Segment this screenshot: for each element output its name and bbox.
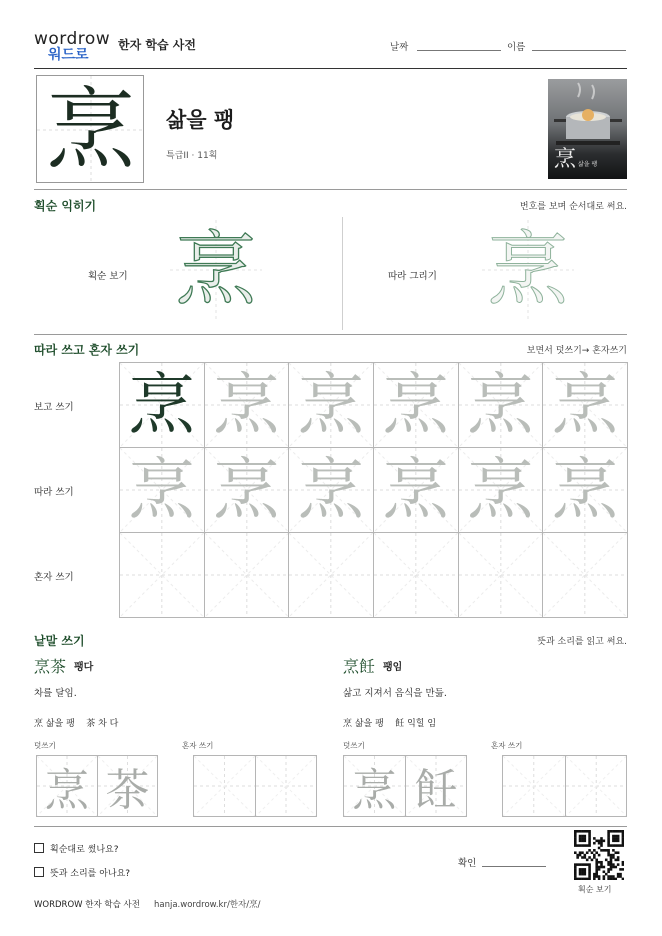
practice-character: 烹: [552, 451, 619, 528]
word-writing-cell[interactable]: [255, 755, 317, 817]
practice-cell[interactable]: [204, 532, 290, 618]
photo-caption-char: 烹: [554, 147, 577, 172]
practice-cell[interactable]: [458, 532, 544, 618]
hero-divider: [34, 189, 627, 190]
practice-cell[interactable]: [542, 532, 628, 618]
practice-character: 烹: [298, 451, 365, 528]
word-1-parts: 烹 삶을 팽 茶 차 다: [34, 719, 119, 729]
practice-character: 烹: [128, 451, 195, 528]
stroke-trace-character: 烹: [488, 223, 568, 316]
practice-character: 烹: [213, 451, 280, 528]
stroke-section-title: 획순 익히기: [34, 199, 97, 213]
practice-character: 烹: [467, 366, 534, 443]
practice-cell[interactable]: [542, 362, 628, 448]
word-1-solo-cells[interactable]: [193, 755, 317, 817]
word-section-note: 뜻과 소리를 읽고 써요.: [537, 637, 627, 647]
practice-cell[interactable]: [542, 447, 628, 533]
date-label: 날짜: [390, 42, 409, 53]
word-writing-cell[interactable]: [36, 755, 98, 817]
row-label-solo: 혼자 쓰기: [34, 572, 74, 583]
stroke-section-note: 번호를 보며 순서대로 써요.: [519, 202, 627, 212]
practice-character: 烹: [213, 366, 280, 443]
logo-top-text: wordrow: [34, 29, 111, 49]
practice-cell[interactable]: [288, 362, 374, 448]
practice-cell[interactable]: [458, 362, 544, 448]
hero-character-box: [36, 75, 144, 183]
word-1-hanja: 烹茶: [34, 657, 67, 676]
stroke-divider: [34, 334, 627, 335]
stroke-view-label: 획순 보기: [88, 271, 128, 282]
word-1-reading: 팽다: [74, 662, 94, 673]
practice-character: 烹: [382, 451, 449, 528]
practice-grid: [119, 362, 627, 617]
qr-code[interactable]: [574, 830, 624, 880]
practice-section-title: 따라 쓰고 혼자 쓰기: [34, 343, 140, 357]
word-writing-cell[interactable]: [343, 755, 406, 817]
word-divider: [34, 826, 627, 827]
practice-section-note: 보면서 덧쓰기→ 혼자쓰기: [526, 346, 627, 356]
checkbox-2[interactable]: [34, 867, 44, 877]
practice-cell[interactable]: [119, 362, 205, 448]
logo-bottom-text: 워드로: [48, 47, 89, 63]
practice-cell[interactable]: [119, 447, 205, 533]
word-2-solo-label: 혼자 쓰기: [491, 741, 523, 750]
stroke-vertical-divider: [342, 217, 343, 330]
practice-character: 烹: [382, 366, 449, 443]
header-title: 한자 학습 사전: [118, 38, 196, 52]
row-label-trace: 따라 쓰기: [34, 487, 74, 498]
row-label-view: 보고 쓰기: [34, 402, 74, 413]
word-2-trace-label: 덧쓰기: [343, 741, 365, 750]
word-section-title: 낱말 쓰기: [34, 634, 85, 648]
checklist-2-text: 뜻과 소리를 아나요?: [50, 869, 131, 879]
word-writing-cell[interactable]: [502, 755, 566, 817]
stroke-trace-label: 따라 그리기: [388, 271, 437, 282]
word-2-solo-cells[interactable]: [502, 755, 627, 817]
logo: [34, 30, 114, 66]
hero-grade-info: 특급II · 11획: [166, 151, 218, 161]
practice-character: 烹: [552, 366, 619, 443]
checklist-1-text: 획순대로 썼나요?: [50, 845, 119, 855]
name-label: 이름: [507, 42, 526, 53]
header-divider: [34, 68, 627, 69]
stroke-view-character: 烹: [176, 223, 256, 316]
practice-cell[interactable]: [288, 532, 374, 618]
stroke-view-box: [170, 220, 262, 320]
practice-cell[interactable]: [373, 447, 459, 533]
footer-brand: WORDROW 한자 학습 사전: [34, 900, 140, 910]
word-2-definition: 삶고 지져서 음식을 만듦.: [343, 688, 447, 699]
hero-photo: [548, 79, 627, 179]
word-trace-character: 茶: [105, 765, 150, 816]
checkbox-1[interactable]: [34, 843, 44, 853]
footer-url: hanja.wordrow.kr/한자/烹/: [154, 900, 261, 910]
word-2-trace-cells[interactable]: [343, 755, 467, 817]
word-2-parts: 烹 삶을 팽 飪 익힐 임: [343, 719, 437, 729]
practice-character: 烹: [298, 366, 365, 443]
name-field[interactable]: [532, 50, 626, 51]
word-trace-character: 烹: [352, 765, 397, 816]
word-1-definition: 차를 달임.: [34, 688, 77, 699]
date-field[interactable]: [417, 50, 501, 51]
word-writing-cell[interactable]: [565, 755, 628, 817]
word-1-trace-cells[interactable]: [36, 755, 158, 817]
practice-cell[interactable]: [204, 362, 290, 448]
word-writing-cell[interactable]: [405, 755, 467, 817]
hero-character: 烹: [46, 78, 135, 181]
practice-cell[interactable]: [204, 447, 290, 533]
practice-character: 烹: [128, 366, 195, 443]
practice-cell[interactable]: [373, 362, 459, 448]
word-writing-cell[interactable]: [97, 755, 158, 817]
word-2-hanja: 烹飪: [343, 657, 376, 676]
confirm-label: 확인: [458, 858, 477, 869]
word-trace-character: 飪: [414, 765, 458, 816]
photo-caption-text: 삶을 팽: [578, 161, 598, 168]
word-2-reading: 팽임: [383, 662, 403, 673]
practice-cell[interactable]: [119, 532, 205, 618]
practice-cell[interactable]: [458, 447, 544, 533]
checklist-item-2[interactable]: [34, 866, 130, 879]
practice-character: 烹: [467, 451, 534, 528]
word-trace-character: 烹: [45, 765, 89, 816]
stroke-trace-box[interactable]: [482, 220, 574, 320]
word-1-solo-label: 혼자 쓰기: [182, 741, 214, 750]
word-writing-cell[interactable]: [193, 755, 256, 817]
practice-cell[interactable]: [288, 447, 374, 533]
confirm-field[interactable]: [482, 866, 546, 867]
practice-cell[interactable]: [373, 532, 459, 618]
hero-meaning-sound: 삶을 팽: [166, 108, 235, 132]
checklist-item-1[interactable]: [34, 842, 119, 855]
qr-caption: 획순 보기: [578, 885, 612, 894]
word-1-trace-label: 덧쓰기: [34, 741, 56, 750]
